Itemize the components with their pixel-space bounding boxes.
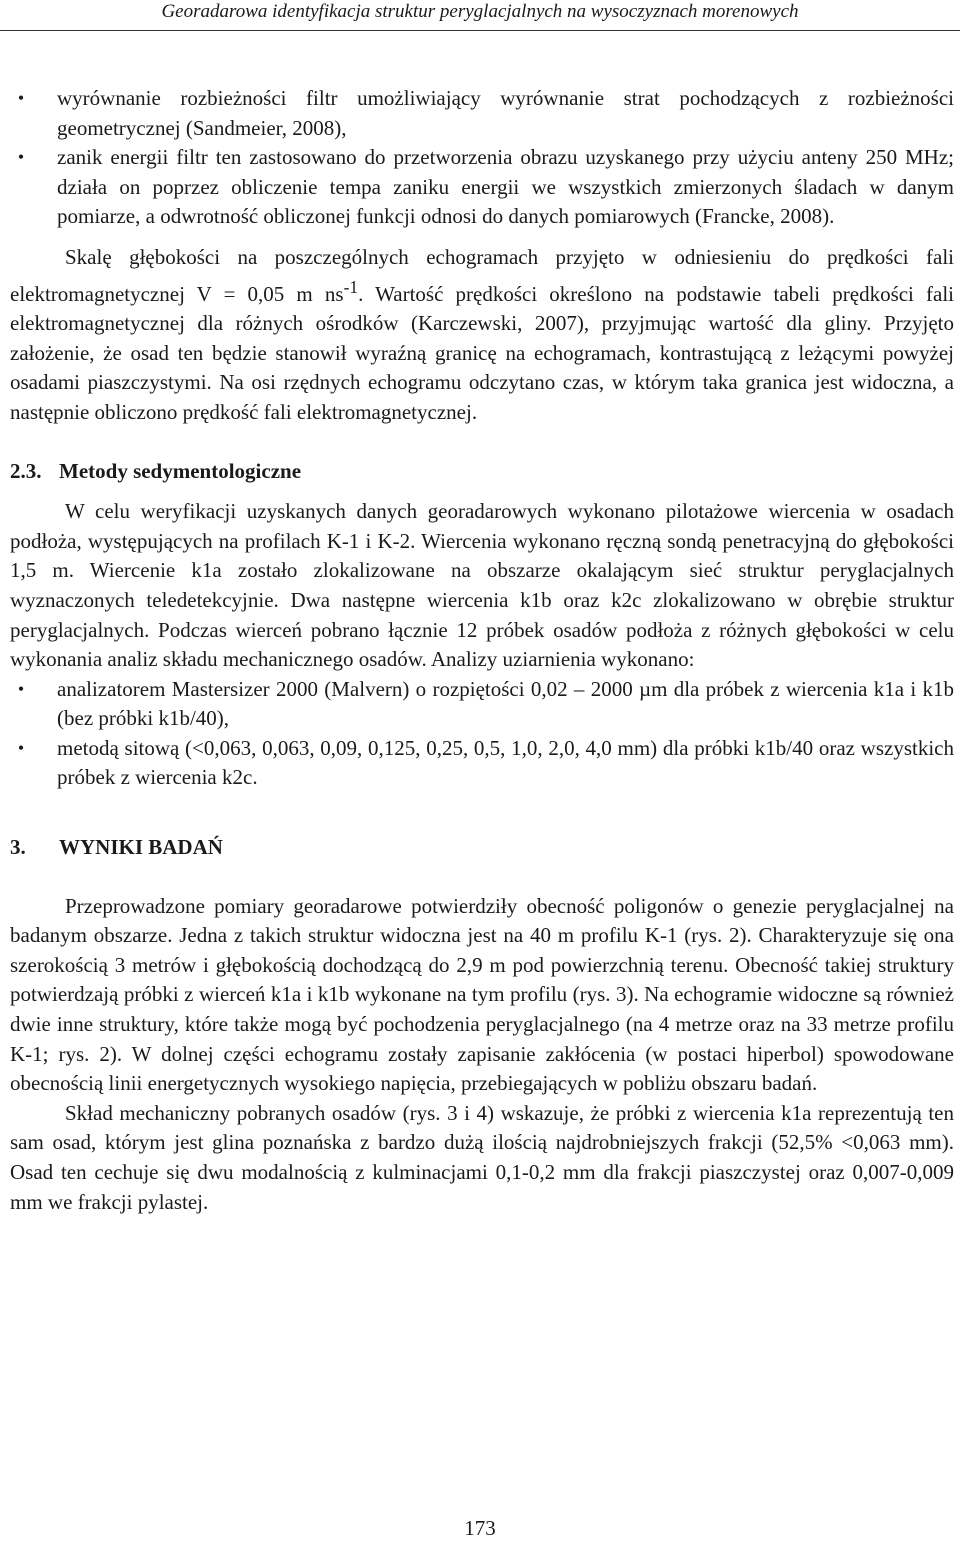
- paragraph-results-2: Skład mechaniczny pobranych osadów (rys. 3 i 4) wskazuje, że próbki z wiercenia k1a reprezentują ten sam osad, którym jest glina poznańska z bardzo dużą ilością najdrobniejszych frakcji (52,5% <0,063 mm). Osad ten cechuje się dwu modalnością z kulminacjami 0,1-0,2 mm dla frakcji piaszczystej oraz 0,007-0,009 mm we frakcji pylastej.: [10, 1100, 954, 1214]
- bullet-icon: •: [17, 737, 25, 758]
- list-item: [10, 143, 954, 232]
- bullet-icon: •: [17, 88, 25, 108]
- list-item: [10, 84, 954, 143]
- page-number: 173: [464, 1516, 496, 1540]
- spacer: [10, 486, 954, 497]
- section-heading-3: [10, 833, 954, 863]
- bullet-list-analyses: [10, 675, 954, 793]
- running-title: Georadarowa identyfikacja struktur peryglacjalnych na wysoczyznach morenowych: [161, 1, 799, 22]
- section-title: Metody sedymentologiczne: [59, 458, 302, 483]
- superscript: -1: [343, 276, 359, 297]
- bullet-icon: •: [17, 678, 25, 699]
- spacer: [10, 863, 954, 892]
- list-item: [10, 675, 954, 734]
- spacer: [10, 232, 954, 243]
- paragraph-results-1: Przeprowadzone pomiary georadarowe potwierdziły obecność poligonów o genezie peryglacjalnej na badanym obszarze. Jedna z takich struktur widoczna jest na 40 m profilu K-1 (rys. 2). Charakteryzuje się ona szerokością 3 metrów i głębokością dochodzącą do 2,9 m pod powierzchnią terenu. Obecność takiej struktury potwierdzają próbki z wierceń k1a i k1b wykonane na tym profilu (rys. 3). Na echogramie widoczne są również dwie inne struktury, które także mogą być pochodzenia peryglacjalnego (na 4 metrze oraz na 33 metrze profilu K-1; rys. 2). W dolnej części echogramu zostały zapisanie zakłócenia (w postaci hiperbol) spowodowane obecnością linii energetycznych wysokiego napięcia, przebiegających w pobliżu obszaru badań.: [10, 893, 954, 1096]
- bullet-icon: •: [17, 147, 25, 168]
- spacer: [10, 428, 954, 457]
- list-item-text: zanik energii filtr ten zastosowano do przetworzenia obrazu uzyskanego przy użyciu anteny 250 MHz; działa on poprzez obliczenie tempa zaniku energii we wszystkich zmierzonych śladach w danym pomiarze, a odwrotność obliczonej funkcji odnosi do danych pomiarowych (Francke, 2008).: [57, 145, 954, 229]
- list-item: [10, 734, 954, 793]
- spacer: [10, 793, 954, 833]
- list-item-text: analizatorem Mastersizer 2000 (Malvern) o rozpiętości 0,02 – 2000 µm dla próbek z wiercenia k1a i k1b (bez próbki k1b/40),: [57, 676, 954, 731]
- paragraph-methods: W celu weryfikacji uzyskanych danych georadarowych wykonano pilotażowe wiercenia w osadach podłoża, występujących na profilach K-1 i K-2. Wiercenia wykonano ręczną sondą penetracyjną do głębokości 1,5 m. Wiercenie k1a zostało zlokalizowane na obszarze okalającym sieć struktur peryglacjalnych wyznaczonych teledetekcyjnie. Dwa następne wiercenia k1b oraz k2c zlokalizowano w obrębie struktur peryglacjalnych. Podczas wierceń pobrano łącznie 12 próbek osadów podłoża z różnych głębokości w celu wykonania analiz składu mechanicznego osadów. Analizy uziarnienia wykonano:: [10, 499, 954, 672]
- section-title: WYNIKI BADAŃ: [59, 835, 223, 860]
- header-rule: [0, 30, 960, 31]
- section-number: 3.: [10, 835, 26, 860]
- list-item-text: metodą sitową (<0,063, 0,063, 0,09, 0,125, 0,25, 0,5, 1,0, 2,0, 4,0 mm) dla próbki k1b/40 oraz wszystkich próbek z wiercenia k2c.: [57, 735, 954, 790]
- paragraph-text: Skalę głębokości na poszczególnych echogramach przyjęto w odniesieniu do prędkości fali elektromagnetycznej V = 0,05 m ns: [10, 244, 954, 306]
- section-number: 2.3.: [10, 458, 42, 483]
- list-item-text: wyrównanie rozbieżności filtr umożliwiający wyrównanie strat pochodzących z rozbieżności geometrycznej (Sandmeier, 2008),: [57, 86, 954, 140]
- section-heading-2-3: [10, 457, 954, 487]
- bullet-list-filters: [10, 84, 954, 232]
- paragraph-velocity: [10, 243, 954, 428]
- paragraph-text: . Wartość prędkości określono na podstawie tabeli prędkości fali elektromagnetycznej dla różnych ośrodków (Karczewski, 2007), przyjmując wartość dla gliny. Przyjęto założenie, że osad ten będzie stanowił wyraźną granicę na echogramach, kontrastującą z leżącymi powyżej osadami piaszczystymi. Na osi rzędnych echogramu odczytano czas, w którym taka granica jest widoczna, a następnie obliczono prędkość fali elektromagnetycznej.: [10, 281, 955, 424]
- page-content: [10, 84, 954, 1217]
